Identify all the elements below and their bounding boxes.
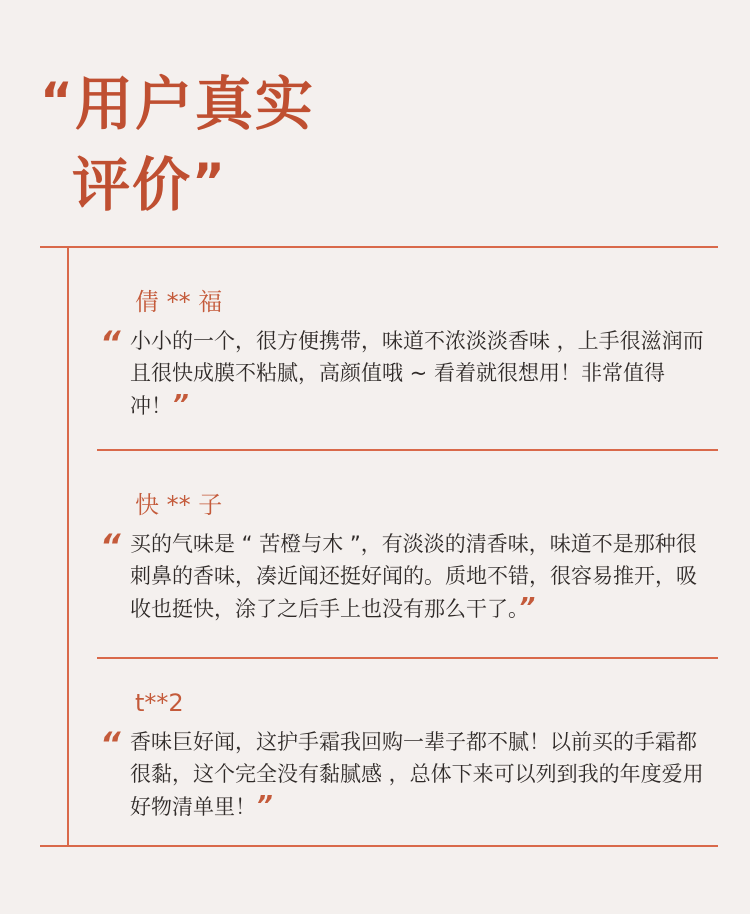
page-title (40, 62, 315, 224)
review-text (130, 726, 715, 823)
review-divider (97, 449, 718, 451)
title-close-quote: ” (192, 153, 227, 211)
reviewer-name: 倩 ** 福 (135, 288, 223, 316)
bottom-rule (40, 845, 718, 847)
title-line-1: 用户真实 (74, 70, 315, 138)
title-open-quote: “ (40, 72, 75, 130)
quote-open-icon: “ (100, 725, 121, 763)
quote-open-icon: “ (100, 527, 121, 565)
review-divider (97, 657, 718, 659)
reviewer-name: 快 ** 子 (135, 491, 223, 519)
quote-close-icon: ” (518, 593, 536, 623)
review-text-content: 香味巨好闻，这护手霜我回购一辈子都不腻！以前买的手霜都很黏，这个完全没有黏腻感 ，总体下来可以列到我的年度爱用好物清单里！ (130, 730, 704, 819)
review-text (130, 528, 715, 625)
title-line-2: 评价 (72, 151, 193, 219)
review-text (130, 325, 715, 422)
review-text-content: 买的气味是 “ 苦橙与木 ”，有淡淡的清香味，味道不是那种很刺鼻的香味，凑近闻还挺好闻的。质地不错，很容易推开，吸收也挺快，涂了之后手上也没有那么干了。 (130, 532, 697, 621)
reviewer-name: t**2 (135, 689, 184, 717)
quote-close-icon: ” (256, 791, 273, 821)
quote-open-icon: “ (100, 324, 121, 362)
review-text-content: 小小的一个，很方便携带，味道不浓淡淡香味 ，上手很滋润而且很快成膜不粘腻，高颜值哦 ~ 看着就很想用！非常值得冲！ (130, 329, 704, 418)
vertical-rule (67, 246, 69, 847)
top-rule (40, 246, 718, 248)
quote-close-icon: ” (172, 390, 189, 420)
